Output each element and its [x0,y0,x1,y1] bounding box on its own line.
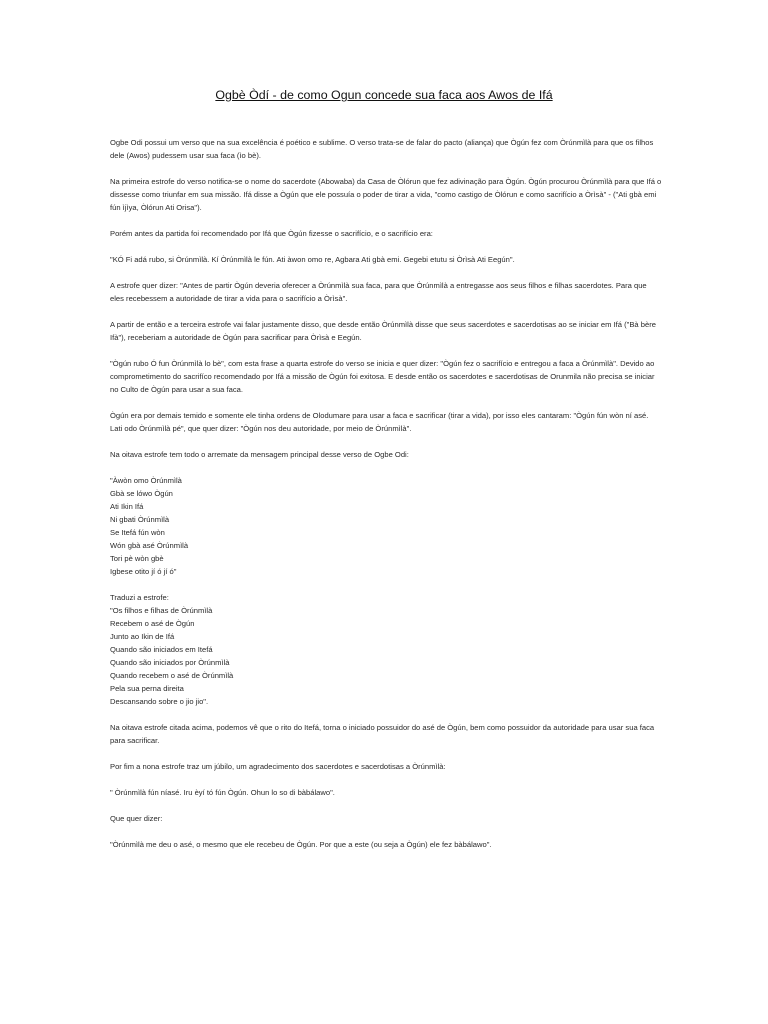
paragraph: Na oitava estrofe tem todo o arremate da mensagem principal desse verso de Ogbe Odi: [110,450,409,459]
paragraph: " Òrúnmìlà fún níasé. Iru èyí tó fún Ògún. Ohun lo so di bàbálawo". [110,788,335,797]
verse-block [110,591,662,708]
verse-line: "Os filhos e filhas de Òrúnmìlà [110,606,213,615]
verse-line: Descansando sobre o jio jio". [110,697,209,706]
paragraph: A partir de então e a terceira estrofe vai falar justamente disso, que desde então Òrúnmìlà disse que seus sacerdotes e sacerdotisas ao se iniciar em Ifá ("Bà bère Ifà"), receberiam a autoridade de Ògún para sacrificar para Òrìsà e Eegún. [110,320,656,342]
verse-line: Wón gbà asé Òrúnmìlà [110,541,189,550]
verse-line: Se Itefá fún wòn [110,528,165,537]
paragraph: Por fim a nona estrofe traz um júbilo, um agradecimento dos sacerdotes e sacerdotisas a Òrúnmìlà: [110,762,446,771]
verse-translation [110,591,662,708]
verse-line: Quando são iniciados em Itefá [110,645,213,654]
verse-line: Tori pè wòn gbè [110,554,164,563]
paragraph: Na primeira estrofe do verso notifica-se o nome do sacerdote (Abowaba) da Casa de Òlórun que fez adivinação para Ògún. Ògún procurou Òrúnmìlà para que Ifá o dissesse como triunfar em sua missão. Ifá disse a Ògún que ele possuía o poder de tirar a vida, "como castigo de Òlórun e como sacrifício a Òrìsà" - ("Ati gbà emi fún ìjìya, Òlórun Ati Orisa"). [110,177,662,212]
verse-line: Quando são iniciados por Òrúnmìlà [110,658,230,667]
paragraph: Na oitava estrofe citada acima, podemos vê que o rito do Itefá, torna o iniciado possuidor do asé de Ògún, bem como possuidor da autoridade para usar sua faca para sacrificar. [110,723,655,745]
document-body [110,136,662,864]
verse-line: Ni gbati Òrúnmìlà [110,515,170,524]
verse-line: Pela sua perna direita [110,684,184,693]
verse-line: Junto ao Ikin de Ifá [110,632,175,641]
paragraph: Ògún era por demais temido e somente ele tinha ordens de Olodumare para usar a faca e sacrificar (tirar a vida), por isso eles cantaram: "Ògún fún wòn ní asé. Lati odo Òrúnmìlà pé", que quer dizer: "Ògún nos deu autoridade, por meio de Òrúnmìlà". [110,411,649,433]
verse-original [110,474,662,578]
verse-line: Quando recebem o asé de Òrúnmìlà [110,671,234,680]
paragraph: A estrofe quer dizer: "Antes de partir Ògún deveria oferecer a Òrúnmìlà sua faca, para que Òrúnmìlà a entregasse aos seus filhos e filhas sacerdotes. Para que eles recebessem a autoridade de tirar a vida para o sacrifício a Òrìsà". [110,281,647,303]
translation-intro: Traduzi a estrofe: [110,593,169,602]
verse-line: "Àwòn omo Òrúnmìlà [110,476,182,485]
verse-line: Igbese otito jí ó jí ó" [110,567,177,576]
verse-line: Recebem o asé de Ògún [110,619,195,628]
paragraph: "KÓ Fi adá rubo, si Òrúnmìlà. Kí Òrúnmìlà le fún. Ati àwon omo re, Agbara Ati gbà emi. Gegebi etutu si Òrìsà Ati Eegún". [110,255,515,264]
paragraph: "Ògún rubo Ó fun Òrúnmìlà lo bè", com esta frase a quarta estrofe do verso se inicia e quer dizer: "Ògún fez o sacrifício e entregou a faca a Òrúnmìlà". Devido ao comprometimento do sacrifíco recomendado por Ifá a missão de Ògún foi exitosa. E desde então os sacerdotes e sacerdotisas de Orunmila não precisa se iniciar no Culto de Ògún para usar a sua faca. [110,359,655,394]
document-title: Ogbè Òdí - de como Ogun concede sua faca aos Awos de Ifá [215,88,553,102]
verse-block [110,474,662,578]
verse-line: Ati Ikin Ifá [110,502,144,511]
verse-line: Gbà se lówo Ògún [110,489,173,498]
paragraph: Que quer dizer: [110,814,163,823]
paragraph: "Òrúnmìlà me deu o asé, o mesmo que ele recebeu de Ògún. Por que a este (ou seja a Ògún) ele fez bàbálawo". [110,840,492,849]
paragraph: Porém antes da partida foi recomendado por Ifá que Ògún fizesse o sacrifício, e o sacrifício era: [110,229,433,238]
paragraph: Ogbe Odi possui um verso que na sua excelência é poético e sublime. O verso trata-se de falar do pacto (aliança) que Ògún fez com Òrúnmìlà para que os filhos dele (Awos) pudessem usar sua faca (ìo bè). [110,138,654,160]
